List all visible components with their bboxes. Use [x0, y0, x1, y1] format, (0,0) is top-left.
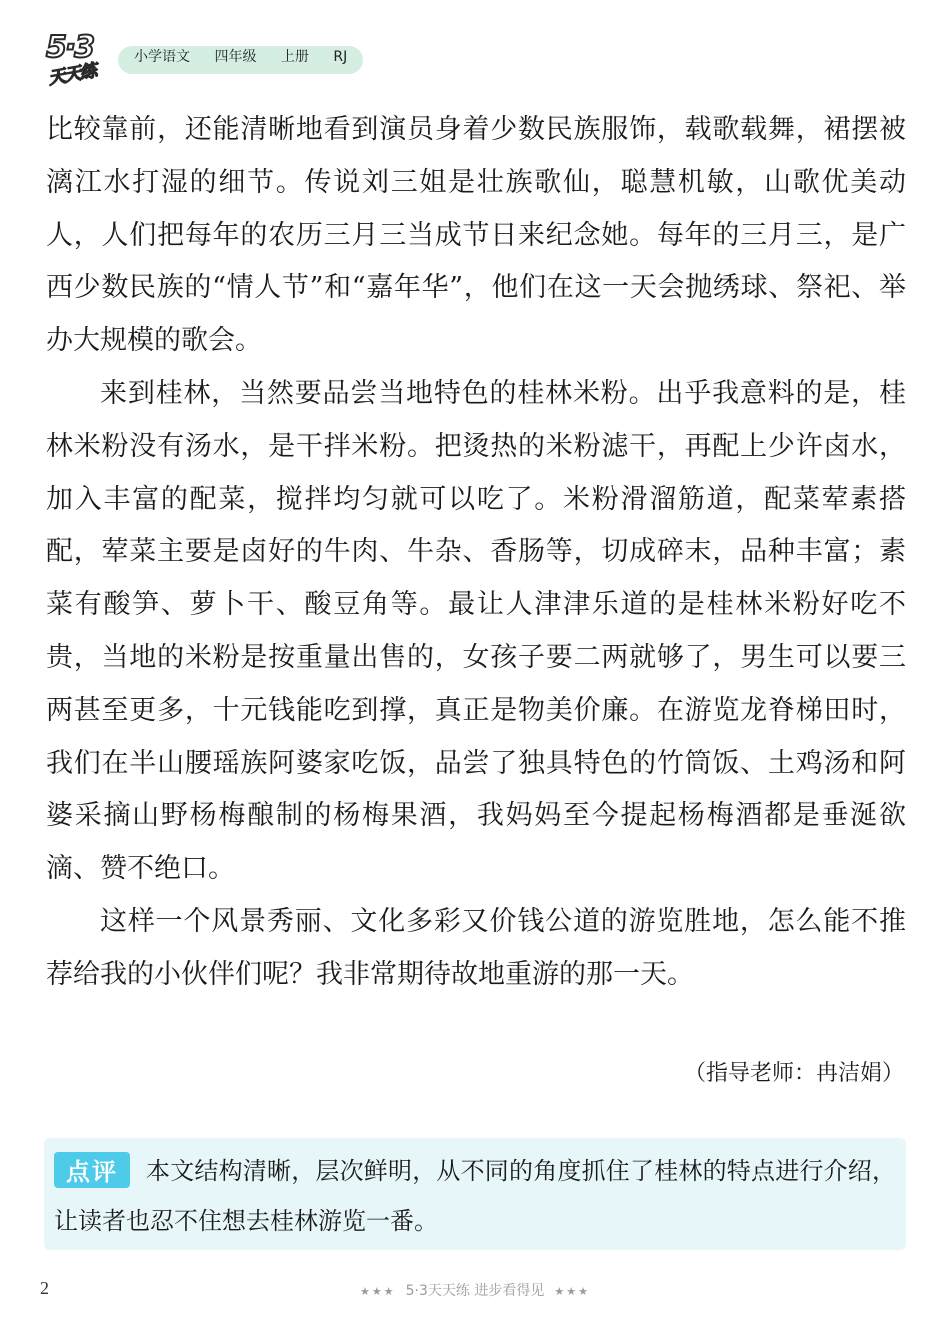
- stars-left-icon: ★★★: [360, 1285, 396, 1298]
- review-text: 本文结构清晰，层次鲜明，从不同的角度抓住了桂林的特点进行介绍，让读者也忍不住想去桂林游览一番。: [54, 1157, 896, 1235]
- review-box: [44, 1138, 906, 1250]
- stars-right-icon: ★★★: [554, 1285, 590, 1298]
- review-tag: 点评: [54, 1152, 130, 1188]
- brand-logo: [42, 28, 112, 89]
- essay-paragraph-3: 这样一个风景秀丽、文化多彩又价钱公道的游览胜地，怎么能不推荐给我的小伙伴们呢？我非常期待故地重游的那一天。: [46, 905, 906, 990]
- essay-paragraph-2: 来到桂林，当然要品尝当地特色的桂林米粉。出乎我意料的是，桂林米粉没有汤水，是干拌米粉。把烫热的米粉滤干，再配上少许卤水，加入丰富的配菜，搅拌均匀就可以吃了。米粉滑溜筋道，配菜荤素搭配，荤菜主要是卤好的牛肉、牛杂、香肠等，切成碎末，品种丰富；素菜有酸笋、萝卜干、酸豆角等。最让人津津乐道的是桂林米粉好吃不贵，当地的米粉是按重量出售的，女孩子要二两就够了，男生可以要三两甚至更多，十元钱能吃到撑，真正是物美价廉。在游览龙脊梯田时，我们在半山腰瑶族阿婆家吃饭，品尝了独具特色的竹筒饭、土鸡汤和阿婆采摘山野杨梅酿制的杨梅果酒，我妈妈至今提起杨梅酒都是垂涎欲滴、赞不绝口。: [46, 377, 906, 885]
- grade-label: 四年级: [214, 49, 257, 65]
- footer-slogan-line: [0, 1280, 950, 1300]
- footer-slogan: 5·3天天练 进步看得见: [405, 1283, 545, 1299]
- logo-text: 天天练: [47, 60, 98, 89]
- essay-paragraph-1: 比较靠前，还能清晰地看到演员身着少数民族服饰，载歌载舞，裙摆被漓江水打湿的细节。传说刘三姐是壮族歌仙，聪慧机敏，山歌优美动人，人们把每年的农历三月三当成节日来纪念她。每年的三月三，是广西少数民族的“情人节”和“嘉年华”，他们在这一天会抛绣球、祭祀、举办大规模的歌会。: [46, 114, 906, 357]
- logo-number: 5·3: [46, 30, 94, 65]
- page-number: 2: [40, 1278, 49, 1298]
- subject-label: 小学语文: [134, 49, 190, 65]
- volume-label: 上册: [280, 49, 309, 65]
- teacher-signature: （指导老师：冉洁娟）: [683, 1061, 904, 1086]
- page-footer: [0, 1276, 950, 1306]
- essay-body: [46, 104, 906, 1002]
- edition-label: RJ: [333, 49, 348, 65]
- page-header: [40, 28, 370, 89]
- book-info-badge: [118, 46, 363, 74]
